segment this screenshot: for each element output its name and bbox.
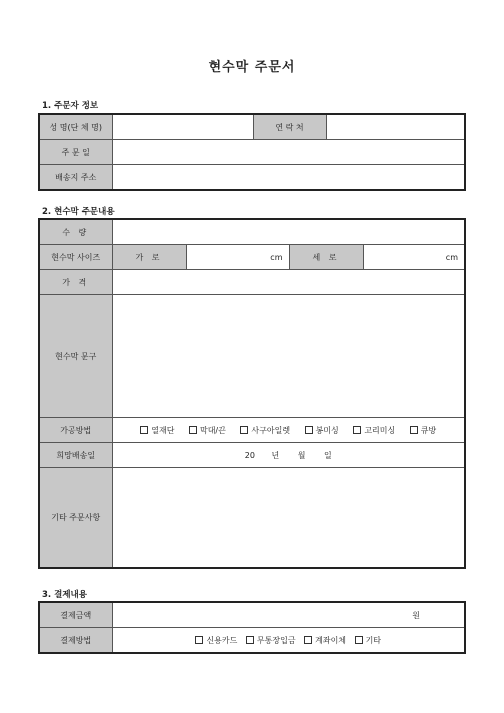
payment-table [38,601,466,654]
checkbox-icon [353,426,361,434]
width-label: 가 로 [112,245,186,270]
name-label: 성 명(단 체 명) [39,114,112,140]
processing-option[interactable]: 큐방 [410,425,436,436]
delivery-date-field[interactable]: 20 년 월 일 [112,443,465,468]
other-requests-label: 기타 주문사항 [39,468,112,569]
checkbox-icon [304,636,312,644]
payment-option[interactable]: 기타 [355,635,381,646]
height-field[interactable] [363,245,465,270]
height-unit: cm [445,252,458,262]
banner-text-field[interactable] [112,295,465,418]
address-field[interactable] [112,165,465,191]
processing-option[interactable]: 사구아일렛 [240,425,290,436]
order-date-label: 주 문 일 [39,140,112,165]
name-field[interactable] [112,114,253,140]
address-label: 배송지 주소 [39,165,112,191]
processing-option[interactable]: 봉미싱 [305,425,339,436]
price-field[interactable] [112,270,465,295]
payment-option[interactable]: 신용카드 [195,635,237,646]
other-requests-field[interactable] [112,468,465,569]
amount-unit: 원 [412,610,420,620]
checkbox-icon [410,426,418,434]
orderer-info-table [38,113,466,191]
processing-label: 가공방법 [39,418,112,443]
width-field[interactable] [186,245,289,270]
section1-heading: 1. 주문자 정보 [42,101,99,111]
checkbox-icon [305,426,313,434]
payment-option[interactable]: 계좌이체 [304,635,346,646]
checkbox-icon [246,636,254,644]
payment-option[interactable]: 무통장입금 [246,635,296,646]
width-unit: cm [270,252,283,262]
payment-amount-field[interactable] [112,602,465,628]
checkbox-icon [140,426,148,434]
section2-heading: 2. 현수막 주문내용 [42,207,115,217]
payment-method-options [112,628,465,654]
payment-amount-label: 결제금액 [39,602,112,628]
banner-text-label: 현수막 문구 [39,295,112,418]
height-label: 세 로 [289,245,363,270]
order-date-field[interactable] [112,140,465,165]
price-label: 가 격 [39,270,112,295]
processing-option[interactable]: 막대/끈 [189,425,226,436]
document-title: 현수막 주문서 [208,60,296,75]
processing-options [112,418,465,443]
section3-heading: 3. 결제내용 [42,590,87,600]
quantity-field[interactable] [112,219,465,245]
processing-option[interactable]: 열재단 [140,425,174,436]
checkbox-icon [195,636,203,644]
payment-method-label: 결제방법 [39,628,112,654]
processing-option[interactable]: 고리미싱 [353,425,395,436]
size-label: 현수막 사이즈 [39,245,112,270]
contact-label: 연 락 처 [253,114,326,140]
checkbox-icon [189,426,197,434]
delivery-date-label: 희망배송일 [39,443,112,468]
quantity-label: 수 량 [39,219,112,245]
checkbox-icon [240,426,248,434]
order-content-table [38,218,466,569]
contact-field[interactable] [326,114,465,140]
checkbox-icon [355,636,363,644]
